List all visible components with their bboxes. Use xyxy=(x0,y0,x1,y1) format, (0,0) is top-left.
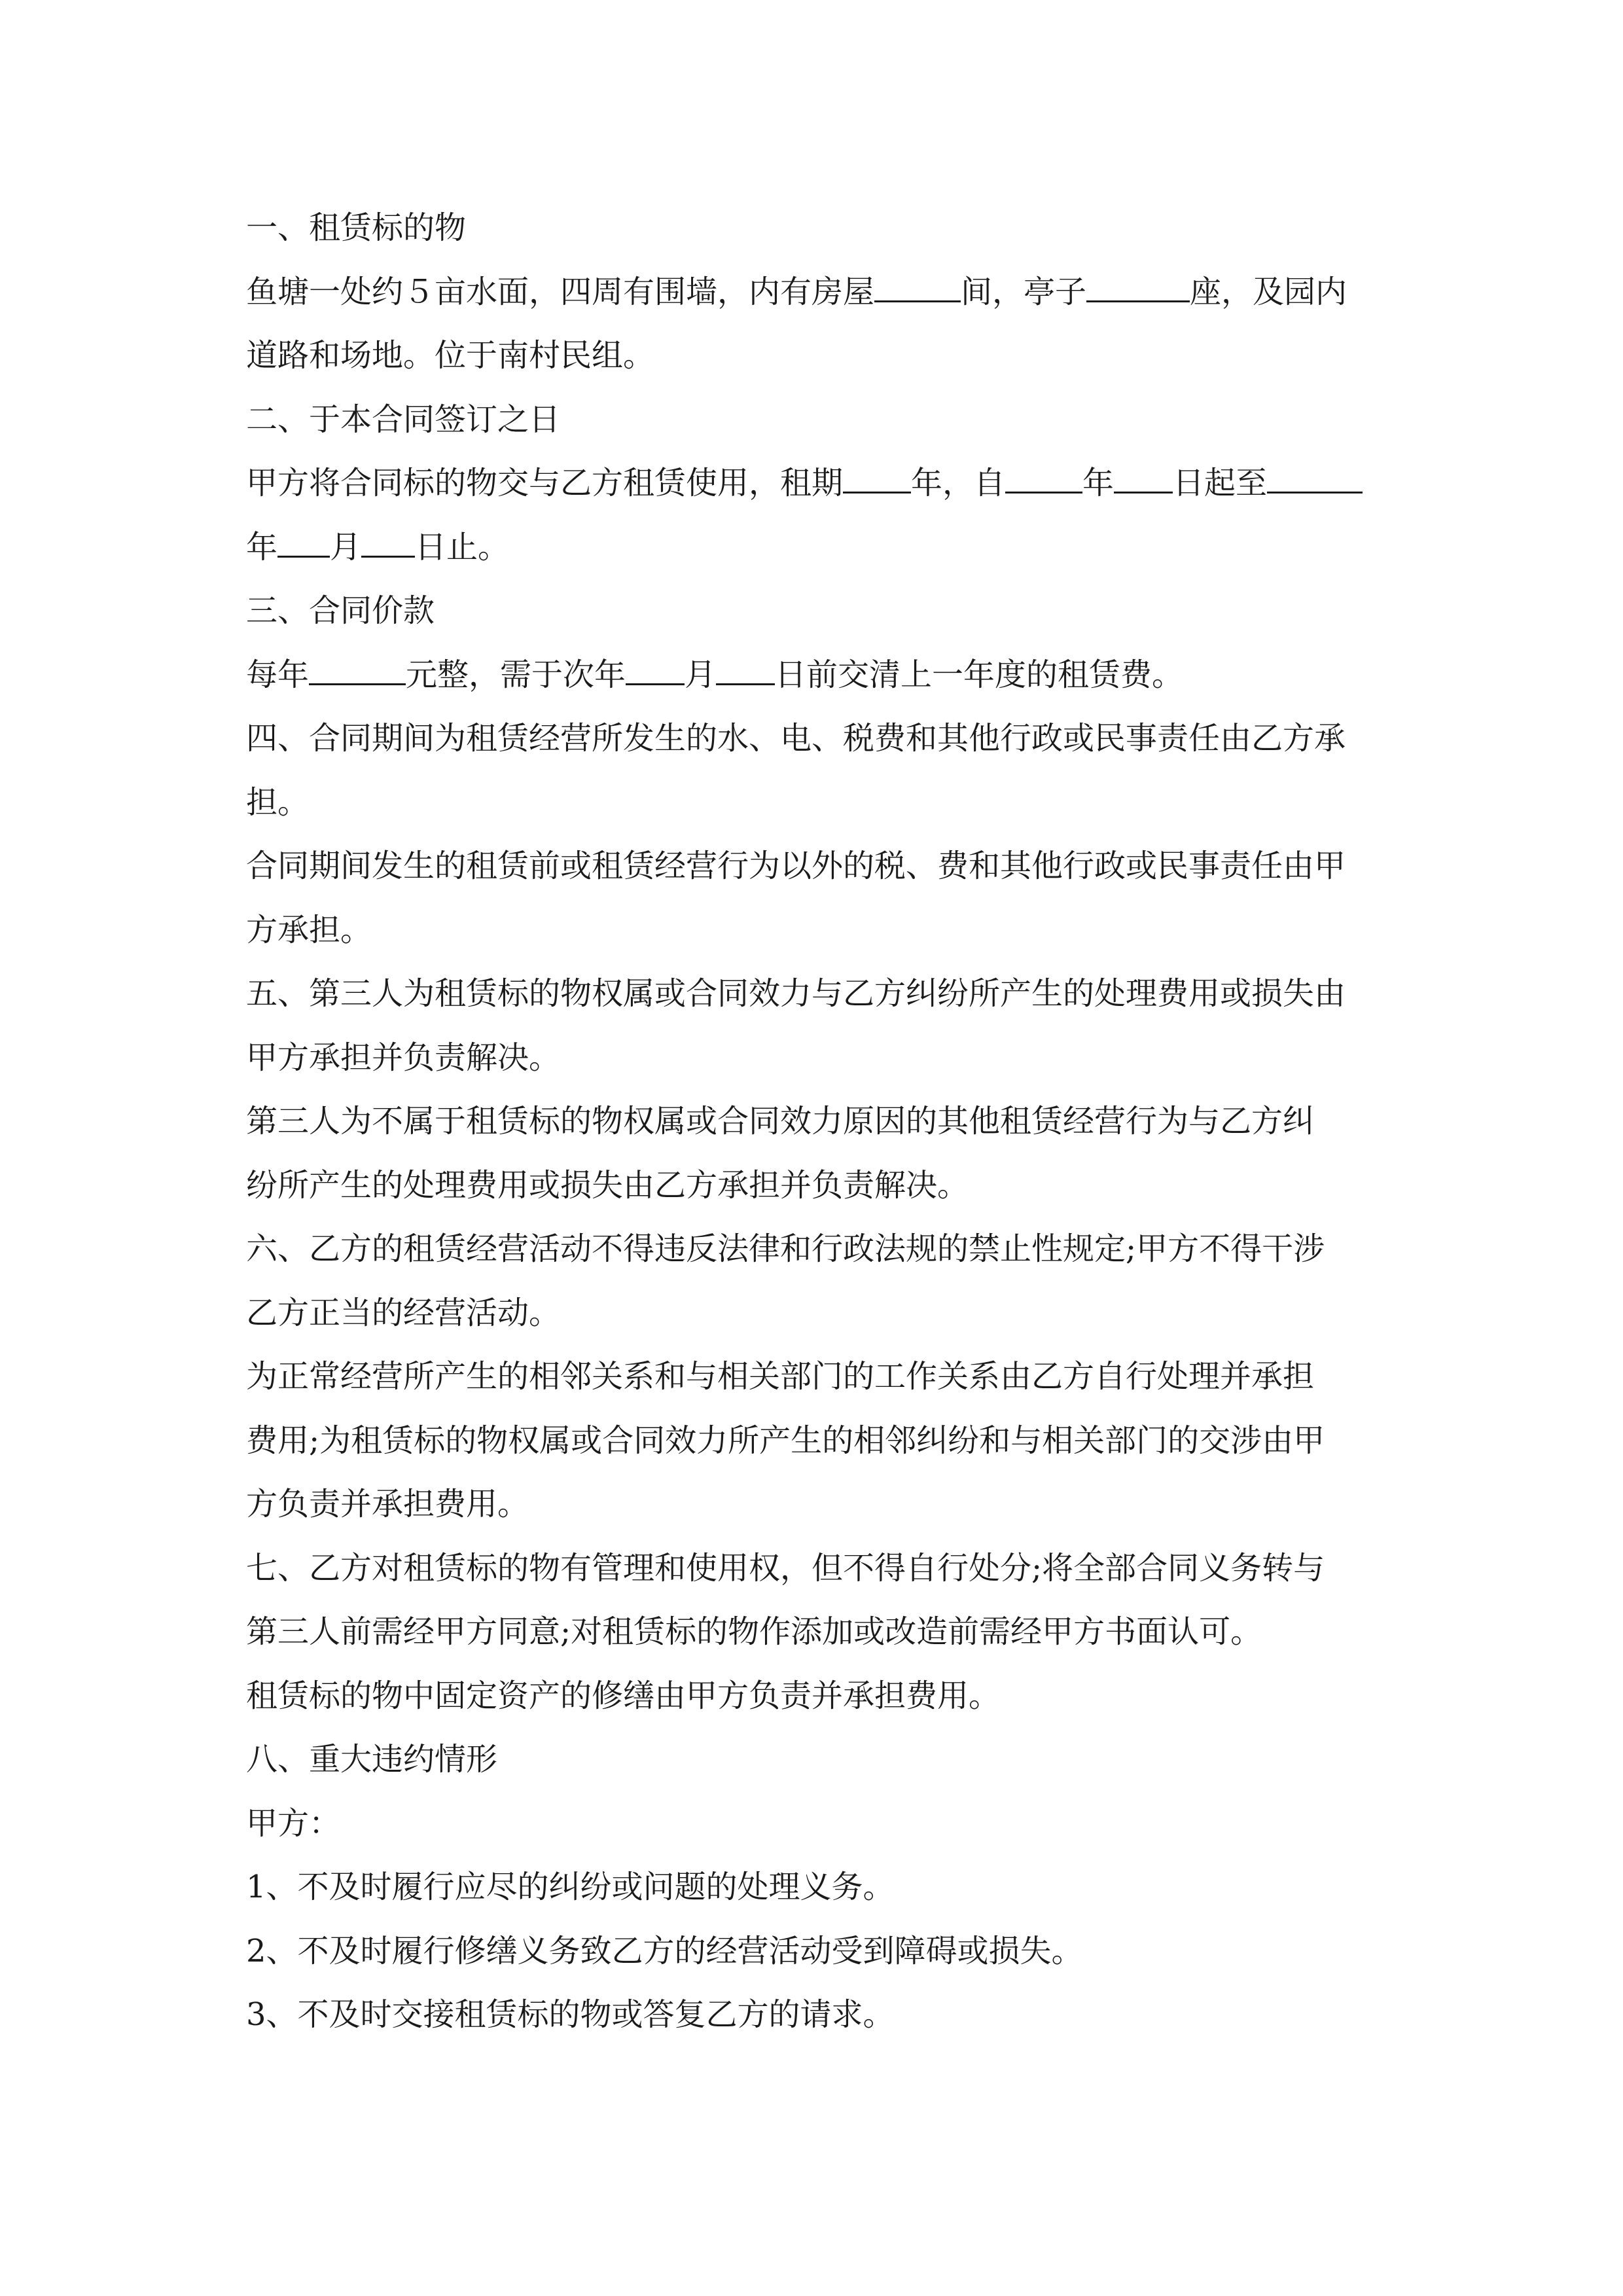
section-heading-2: 二、于本合同签订之日 xyxy=(246,401,561,438)
paragraph-line: 方负责并承担费用。 xyxy=(246,1486,529,1522)
fill-blank xyxy=(309,653,406,685)
text-span: 每年 xyxy=(246,656,310,693)
paragraph-line xyxy=(246,643,1378,708)
text-span: 元整，需于次年 xyxy=(406,656,626,693)
list-item: 2、不及时履行修缮义务致乙方的经营活动受到障碍或损失。 xyxy=(246,1932,1083,1969)
section-heading-4: 四、合同期间为租赁经营所发生的水、电、税费和其他行政或民事责任由乙方承 xyxy=(246,720,1346,757)
paragraph-line: 纷所产生的处理费用或损失由乙方承担并负责解决。 xyxy=(246,1166,969,1204)
fill-blank xyxy=(1267,461,1363,493)
section-heading-8: 八、重大违约情形 xyxy=(246,1741,498,1778)
list-item: 1、不及时履行应尽的纠纷或问题的处理义务。 xyxy=(246,1869,895,1905)
fill-blank xyxy=(716,653,775,685)
text-span: 日起至 xyxy=(1173,465,1268,501)
paragraph-line: 第三人为不属于租赁标的物权属或合同效力原因的其他租赁经营行为与乙方纠 xyxy=(246,1103,1315,1139)
fill-blank xyxy=(843,461,911,493)
section-heading-7: 七、乙方对租赁标的物有管理和使用权，但不得自行处分;将全部合同义务转与 xyxy=(246,1549,1325,1587)
fill-blank xyxy=(1005,461,1082,493)
text-span: 日前交清上一年度的租赁费。 xyxy=(775,656,1184,693)
fill-blank xyxy=(1086,270,1190,302)
list-item: 3、不及时交接租赁标的物或答复乙方的请求。 xyxy=(246,1996,895,2033)
paragraph-line: 租赁标的物中固定资产的修缮由甲方负责并承担费用。 xyxy=(246,1677,1001,1714)
text-span: 日止。 xyxy=(415,528,510,565)
paragraph-line: 方承担。 xyxy=(246,911,372,948)
fill-blank xyxy=(361,526,415,558)
text-span: 座，及园内 xyxy=(1190,273,1347,310)
text-span: 甲方将合同标的物交与乙方租赁使用，租期 xyxy=(246,465,844,501)
paragraph-line: 合同期间发生的租赁前或租赁经营行为以外的税、费和其他行政或民事责任由甲 xyxy=(246,848,1346,884)
section-heading-5: 五、第三人为租赁标的物权属或合同效力与乙方纠纷所产生的处理费用或损失由 xyxy=(246,975,1346,1012)
paragraph-line: 为正常经营所产生的相邻关系和与相关部门的工作关系由乙方自行处理并承担 xyxy=(246,1358,1315,1395)
fill-blank xyxy=(277,526,330,558)
text-span: 年，自 xyxy=(911,465,1006,501)
text-span: 鱼塘一处约５亩水面，四周有围墙，内有房屋 xyxy=(246,273,875,310)
text-span: 年 xyxy=(1082,465,1115,501)
paragraph-line xyxy=(246,516,1378,580)
fill-blank xyxy=(1114,461,1173,493)
paragraph-line: 道路和场地。位于南村民组。 xyxy=(246,337,655,374)
text-span: 间，亭子 xyxy=(961,273,1087,310)
fill-blank xyxy=(626,653,685,685)
section-heading-3: 三、合同价款 xyxy=(246,592,435,629)
party-label: 甲方： xyxy=(246,1804,341,1842)
document-body xyxy=(246,196,1378,2047)
section-heading-1: 一、租赁标的物 xyxy=(246,209,467,246)
paragraph-line: 费用;为租赁标的物权属或合同效力所产生的相邻纠纷和与相关部门的交涉由甲 xyxy=(246,1422,1325,1459)
text-span: 年 xyxy=(246,528,278,565)
paragraph-line xyxy=(246,260,1378,325)
paragraph-line: 第三人前需经甲方同意;对租赁标的物作添加或改造前需经甲方书面认可。 xyxy=(246,1613,1262,1650)
paragraph-line: 担。 xyxy=(246,783,310,821)
paragraph-line xyxy=(246,452,1378,516)
text-span: 月 xyxy=(685,656,717,693)
paragraph-line: 甲方承担并负责解决。 xyxy=(246,1039,561,1076)
fill-blank xyxy=(874,270,961,302)
paragraph-line: 乙方正当的经营活动。 xyxy=(246,1294,561,1331)
section-heading-6: 六、乙方的租赁经营活动不得违反法律和行政法规的禁止性规定;甲方不得干涉 xyxy=(246,1230,1325,1267)
text-span: 月 xyxy=(330,528,362,565)
